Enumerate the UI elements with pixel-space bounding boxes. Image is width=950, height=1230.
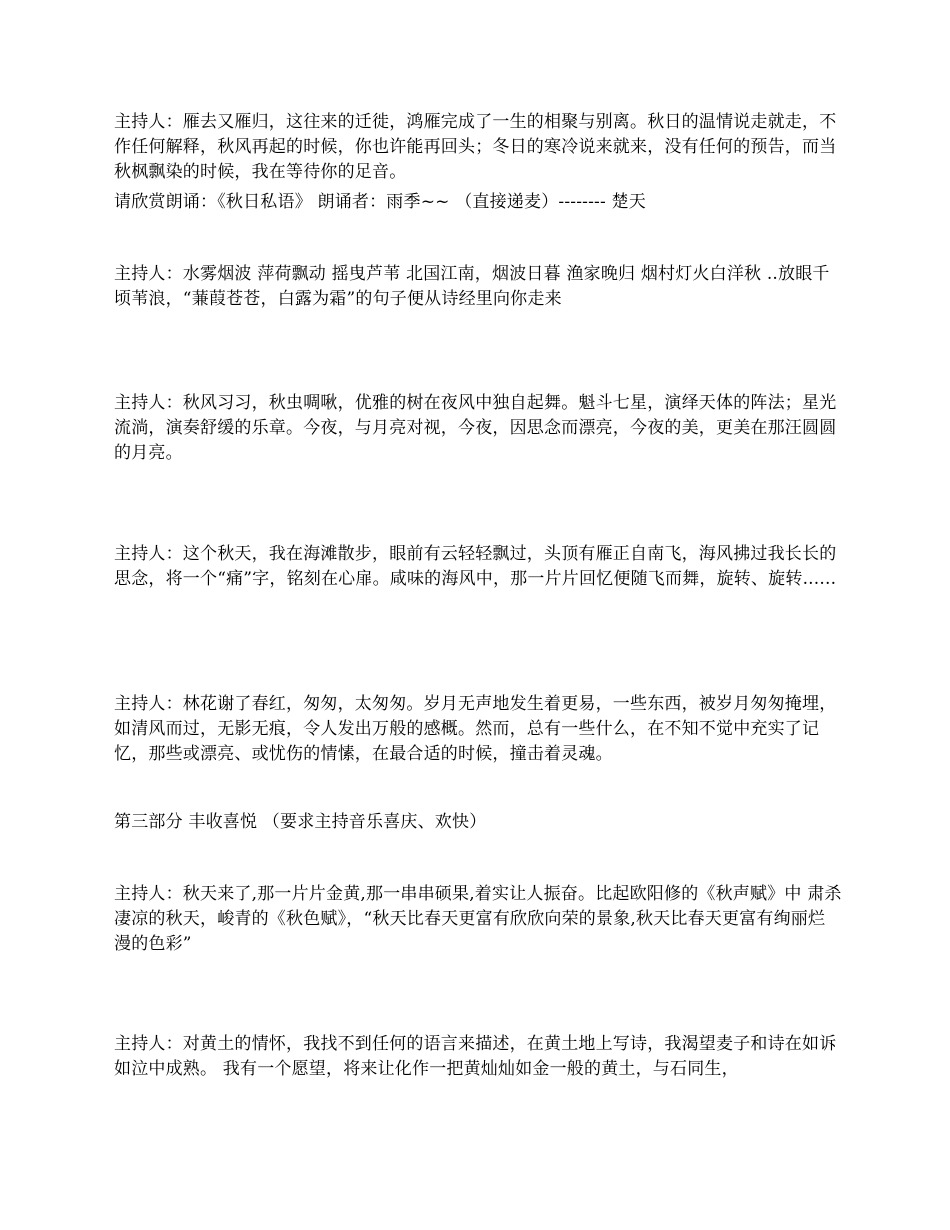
host-paragraph-seaside: 主持人：这个秋天，我在海滩散步，眼前有云轻轻飘过，头顶有雁正自南飞，海风拂过我长长的思念，将一个“痛”字，铭刻在心扉。咸味的海风中，那一片片回忆便随飞而舞，旋转、旋转......: [114, 544, 837, 589]
host-paragraph-harvest: 主持人：秋天来了,那一片片金黄,那一串串硕果,着实让人振奋。比起欧阳修的《秋声赋》中 肃杀凄凉的秋天，峻青的《秋色赋》，“秋天比春天更富有欣欣向荣的景象,秋天比春天更富有绚丽烂漫的色彩”: [114, 884, 842, 954]
host-paragraph-autumn-wind: 主持人：秋风习习，秋虫啁啾，优雅的树在夜风中独自起舞。魁斗七星，演绎天体的阵法；星光流淌，演奏舒缓的乐章。今夜，与月亮对视，今夜，因思念而漂亮，今夜的美，更美在那汪圆圆的月亮。: [114, 393, 837, 463]
host-paragraph-yellow-earth: 主持人：对黄土的情怀，我找不到任何的语言来描述，在黄土地上写诗，我渴望麦子和诗在如诉如泣中成熟。 我有一个愿望，将来让化作一把黄灿灿如金一般的黄土，与石同生，: [114, 1034, 837, 1079]
section-heading-part-three: 第三部分 丰收喜悦 （要求主持音乐喜庆、欢快）: [114, 812, 487, 832]
host-paragraph-fallen-flowers: 主持人：林花谢了春红，匆匆，太匆匆。岁月无声地发生着更易，一些东西，被岁月匆匆掩埋，如清风而过，无影无痕，令人发出万般的感概。然而，总有一些什么，在不知不觉中充实了记忆，那些或漂亮、或忧伤的情愫，在最合适的时候，撞击着灵魂。: [114, 694, 837, 764]
recitation-announcement: 请欣赏朗诵：《秋日私语》 朗诵者：雨季~~ （直接递麦）-------- 楚天: [114, 192, 646, 212]
host-paragraph-misty-waters: 主持人：水雾烟波 萍荷飘动 摇曳芦苇 北国江南，烟波日暮 渔家晚归 烟村灯火白洋秋 ..放眼千顷苇浪，“蒹葭苍苍，白露为霜”的句子便从诗经里向你走来: [114, 264, 830, 309]
host-paragraph-wild-geese: 主持人：雁去又雁归，这往来的迁徙，鸿雁完成了一生的相聚与别离。秋日的温情说走就走，不作任何解释，秋风再起的时候，你也许能再回头；冬日的寒冷说来就来，没有任何的预告，而当秋枫飘染的时候，我在等待你的足音。: [114, 112, 837, 182]
